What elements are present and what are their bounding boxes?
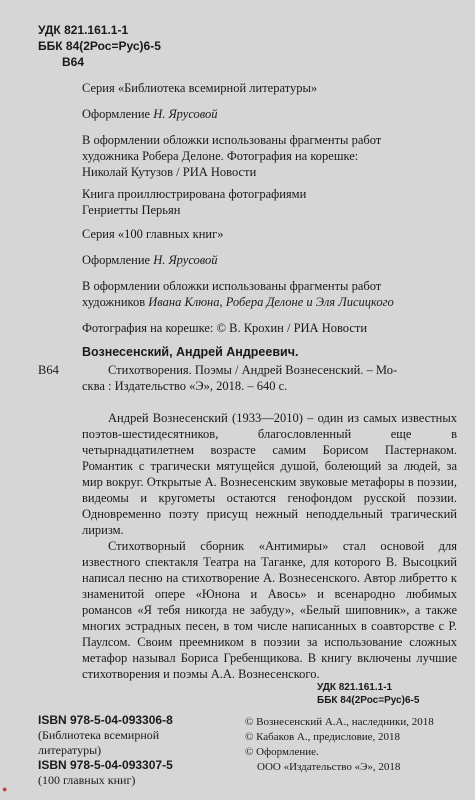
cover-credit-line: В оформлении обложки использованы фрагменты работ [82, 133, 382, 147]
isbn-block [38, 713, 173, 788]
cover-credit [82, 132, 457, 180]
catalog-header [38, 22, 161, 70]
isbn-2: ISBN 978-5-04-093307-5 [38, 758, 173, 772]
series-library-block [82, 80, 457, 218]
designer-name: Н. Ярусовой [153, 253, 218, 267]
illustration-credit [82, 186, 457, 218]
copyright-line: © Вознесенский А.А., наследники, 2018 [245, 716, 434, 728]
abstract-paragraph-1: Андрей Вознесенский (1933—2010) – один из самых известных поэтов-шестидесятников, благословленный еще в четырнадцатилетнем возрасте самим Борисом Пастернаком. Романтик с трагически мятущейся душой, болеющий за людей, за мир вокруг. Открытые А. Вознесенским звуковые метафоры в поэзии, видеомы и кругометы остаются генофондом русской поэзии. Одновременно поэту присущ нежный неподдельный трагический лиризм. [82, 411, 457, 537]
author-sign: В64 [62, 55, 85, 69]
isbn-2-note: (100 главных книг) [38, 773, 136, 787]
bib-description [82, 362, 457, 394]
cover-credit-line: Николай Кутузов / РИА Новости [82, 165, 257, 179]
designer-name: Н. Ярусовой [153, 107, 218, 121]
isbn-1-note: литературы) [38, 743, 102, 757]
series-name: Серия «100 главных книг» [82, 227, 224, 241]
cover-credit-line [82, 294, 457, 310]
design-credit [82, 106, 457, 122]
abstract-paragraph-2: Стихотворный сборник «Антимиры» стал основой для известного спектакля Театра на Таганке, для которого В. Высоцкий написал песню на стихотворение А. Вознесенского. Автор либретто к знаменитой опере «Юнона и Авось» и всенародно любимых романсов «Я тебя никогда не забуду», «Белый шиповник», а также многих эстрадных песен, в том числе написанных в соавторстве с Р. Паулсом. Своим преемником в поэзии за использование сложных метафор называл Бориса Гребенщикова. В книгу включены лучшие стихотворения и поэмы А.А. Вознесенского. [82, 539, 457, 681]
copyright-line: ООО «Издательство «Э», 2018 [257, 761, 401, 773]
series-name: Серия «Библиотека всемирной литературы» [82, 81, 318, 95]
illustration-credit-line: Книга проиллюстрирована фотографиями [82, 187, 307, 201]
design-credit [82, 252, 457, 268]
design-label: Оформление [82, 253, 151, 267]
copyright-line: © Оформление. [245, 746, 319, 758]
cover-credit-line: В оформлении обложки использованы фрагменты работ [82, 279, 382, 293]
cover-artists: Ивана Клюна, Робера Делоне и Эля Лисицкого [148, 295, 394, 309]
bib-description-line: Стихотворения. Поэмы / Андрей Вознесенский. – Мо- [108, 363, 398, 377]
copyright-block [245, 715, 434, 775]
copyright-line: © Кабаков А., предисловие, 2018 [245, 731, 401, 743]
red-mark-icon: ● [2, 784, 8, 794]
series-100-block [82, 226, 457, 336]
illustration-credit-line: Генриетты Перьян [82, 203, 181, 217]
isbn-1: ISBN 978-5-04-093306-8 [38, 713, 173, 727]
isbn-1-note: (Библиотека всемирной [38, 728, 160, 742]
bib-author: Вознесенский, Андрей Андреевич. [82, 345, 299, 359]
udk-code: УДК 821.161.1-1 [38, 23, 129, 37]
bib-description-line: сква : Издательство «Э», 2018. – 640 с. [82, 379, 288, 393]
footer-udk: УДК 821.161.1-1 [317, 682, 393, 693]
cover-credit-line: художника Робера Делоне. Фотография на корешке: [82, 149, 359, 163]
bbk-code: ББК 84(2Рос=Рус)6-5 [38, 39, 161, 53]
footer-catalog-codes [317, 681, 419, 707]
cover-credit-prefix: художников [82, 295, 146, 309]
design-label: Оформление [82, 107, 151, 121]
spine-photo-credit: Фотография на корешке: © В. Крохин / РИА Новости [82, 321, 368, 335]
cover-credit [82, 278, 457, 310]
footer-bbk: ББК 84(2Рос=Рус)6-5 [317, 695, 420, 706]
bib-code: В64 [38, 363, 59, 377]
